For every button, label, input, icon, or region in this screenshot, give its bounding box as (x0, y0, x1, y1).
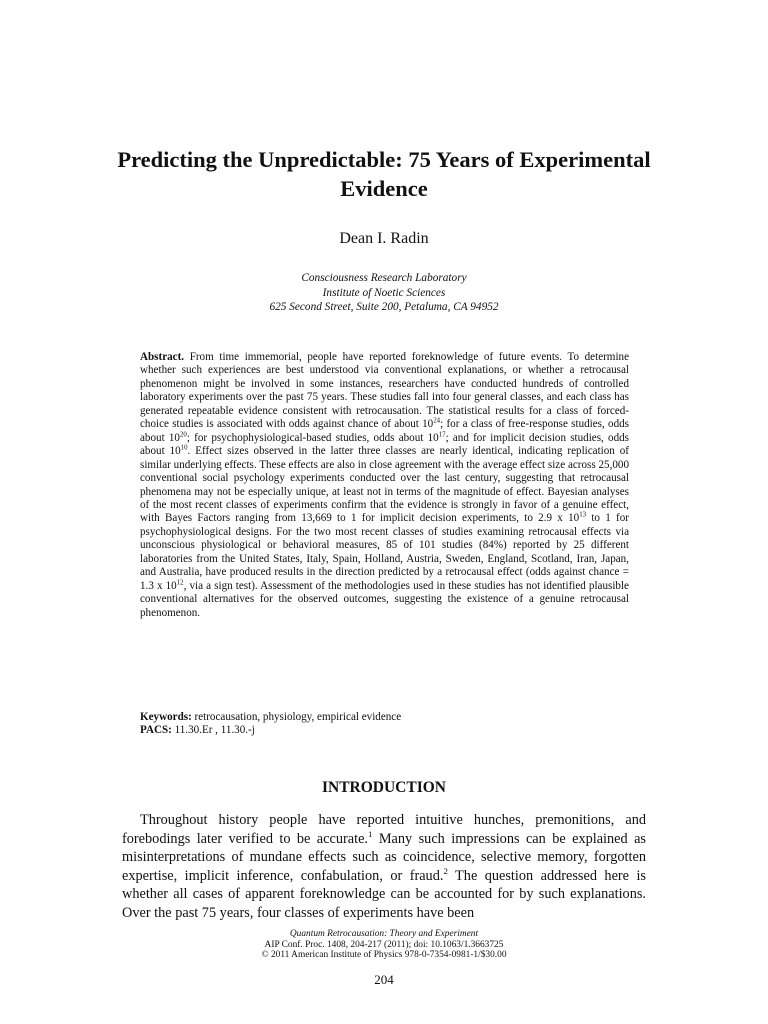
reference-marker: 1 (368, 828, 373, 839)
abstract-text-5: . Effect sizes observed in the latter three classes are nearly identical, indicating replication of similar underlying effects. These effects are also in close agreement with the average effect size across 25,000 conventional social psychology experiments conducted over the last century, suggesting that retrocausal phenomena may not be especially unique, at least not in terms of the magnitude of effect. Bayesian analyses of the most recent classes of experiments confirm that the evidence is strongly in favor of a genuine effect, with Bayes Factors ranging from 13,669 to 1 for implicit decision experiments, to 2.9 x 10 (140, 445, 630, 525)
abstract-text-3: ; for psychophysiological-based studies, odds about 10 (186, 431, 439, 444)
affiliation-lab: Consciousness Research Laboratory (301, 272, 467, 284)
footer-block (0, 929, 768, 961)
keywords-text: retrocausation, physiology, empirical evidence (191, 711, 402, 723)
reference-marker: 2 (443, 866, 448, 877)
intro-text-2: Many such impressions can be explained as misinterpretations of mundane effects such as coincidence, selective memory, forgotten expertise, implicit inference, confabulation, or fraud. (122, 830, 646, 884)
section-heading: INTRODUCTION (321, 779, 446, 796)
intro-paragraph (122, 811, 646, 923)
pacs-text: 11.30.Er , 11.30.-j (171, 724, 255, 737)
intro-text-1: Throughout history people have reported intuitive hunches, premonitions, and forebodings later verified to be accurate. (122, 812, 646, 847)
keywords-label: Keywords: (140, 711, 192, 723)
footer-copyright: © 2011 American Institute of Physics 978-0-7354-0981-1/$30.00 (261, 950, 507, 961)
paper-title: Predicting the Unpredictable: 75 Years of Experimental Evidence (117, 147, 651, 201)
intro-text-3: The question addressed here is whether all cases of apparent foreknowledge can be accounted for by such explanations. Over the past 75 years, four classes of experiments have been (122, 867, 646, 921)
exponent: 13 (579, 511, 587, 519)
exponent: 17 (438, 431, 446, 439)
author-name: Dean I. Radin (339, 230, 429, 247)
keywords-block (140, 711, 629, 738)
abstract-text-4: ; and for implicit decision studies, odds about 10 (140, 431, 629, 458)
affiliation-address: 625 Second Street, Suite 200, Petaluma, CA 94952 (269, 301, 499, 313)
exponent: 20 (179, 431, 187, 439)
exponent: 12 (176, 579, 184, 587)
page-number: 204 (374, 972, 394, 987)
exponent: 24 (433, 417, 441, 425)
pacs-label: PACS: (140, 724, 172, 737)
keywords-line (140, 711, 629, 724)
footer-citation: AIP Conf. Proc. 1408, 204-217 (2011); doi: 10.1063/1.3663725 (264, 939, 504, 950)
abstract-text-2: ; for a class of free-response studies, odds about 10 (140, 418, 629, 444)
abstract-text-6: to 1 for psychophysiological designs. For the two most recent classes of studies examining retrocausal effects via unconscious physiological or behavioral measures, 85 of 101 studies (84%) reported by 25 different laboratories from the United States, Italy, Spain, Holland, Austria, Sweden, England, Scotland, Iran, Japan, and Australia, have produced results in the direction predicted by a retrocausal effect (odds against chance = 1.3 x 10 (140, 512, 629, 592)
abstract-label: Abstract. (140, 351, 185, 363)
affiliation-block (0, 271, 768, 315)
abstract (140, 351, 629, 620)
abstract-text-7: , via a sign test). Assessment of the methodologies used in these studies has not identified plausible conventional alternatives for the observed outcomes, suggesting the existence of a genuine retrocausal phenomenon. (140, 579, 629, 619)
pacs-line (140, 724, 629, 737)
abstract-text-1: From time immemorial, people have reported foreknowledge of future events. To determine whether such experiences are best understood via conventional explanations, or whether a retrocausal phenomenon might be involved in some instances, researchers have conducted hundreds of controlled laboratory experiments over the past 75 years. These studies fall into four general classes, and each class has generated repeatable evidence consistent with retrocausation. The statistical results for a class of forced-choice studies is associated with odds against chance of about 10 (140, 351, 629, 431)
exponent: 10 (180, 444, 188, 452)
footer-journal: Quantum Retrocausation: Theory and Experiment (289, 929, 479, 939)
affiliation-institute: Institute of Noetic Sciences (322, 286, 446, 299)
